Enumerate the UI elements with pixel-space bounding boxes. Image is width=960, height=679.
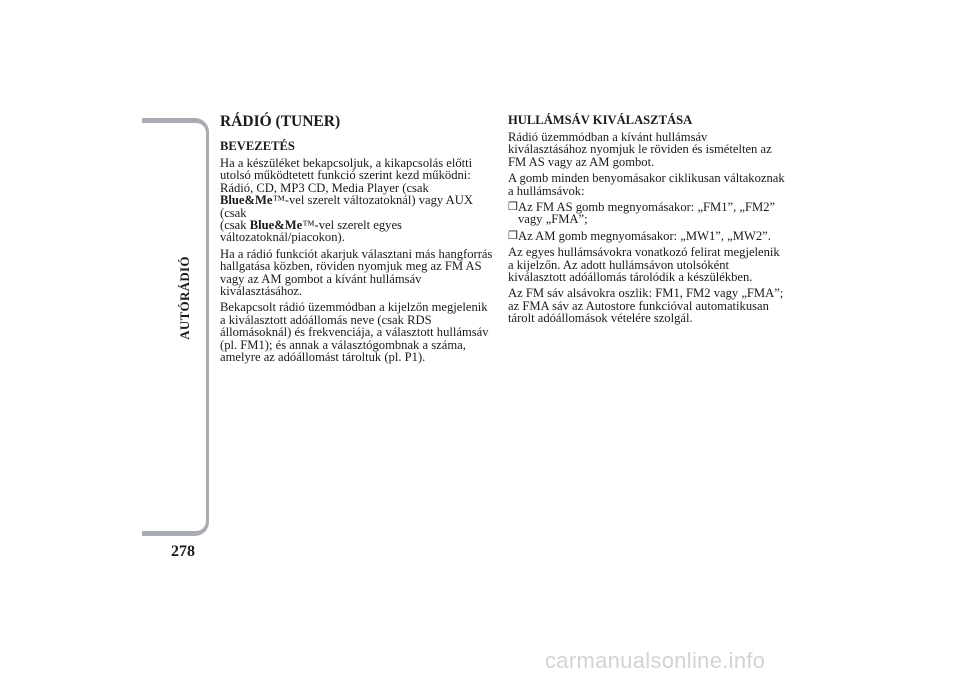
- watermark: carmanualsonline.info: [545, 648, 766, 673]
- brand-name-2: Blue&Me: [249, 218, 303, 233]
- left-column: [220, 114, 495, 368]
- band-heading: HULLÁMSÁV KIVÁLASZTÁSA: [508, 113, 693, 127]
- checkbox-bullet-icon: ❒: [508, 201, 518, 214]
- side-tab-frame: [142, 118, 209, 536]
- section-label: AUTÓRÁDIÓ: [177, 256, 192, 340]
- band-paragraph-1: Rádió üzemmódban a kívánt hullámsáv kiválasztásához nyomjuk le röviden és ismételten az FM AS vagy az AM gombot.: [508, 130, 772, 169]
- intro-text-b: ™-vel szerelt változatoknál) vagy AUX (csak: [220, 193, 473, 220]
- intro-heading: BEVEZETÉS: [220, 139, 295, 153]
- band-paragraph-3: Az egyes hullámsávokra vonatkozó felirat megjelenik a kijelzőn. Az adott hullámsávon utolsóként kiválasztott adóállomás tárolódik a készülékben.: [508, 245, 780, 285]
- intro-text-a: Ha a készüléket bekapcsoljuk, a kikapcsolás előtti utolsó működtetett funkció szerint kezd működni: Rádió, CD, MP3 CD, Media Player (csak: [220, 156, 473, 195]
- side-tab-inner: [142, 123, 206, 531]
- bullet-item: [508, 230, 788, 242]
- band-paragraph-4: Az FM sáv alsávokra oszlik: FM1, FM2 vagy „FMA”; az FMA sáv az Autostore funkcióval automatikusan tárolt adóállomások vételére szolgál.: [508, 286, 784, 326]
- right-column: [508, 114, 788, 329]
- bullet-text: Az FM AS gomb megnyomásakor: „FM1”, „FM2” vagy „FMA”;: [518, 200, 776, 227]
- intro-text-c: ™-vel szerelt egyes változatoknál/piacokon).: [220, 218, 402, 245]
- page-title: RÁDIÓ (TUNER): [220, 113, 341, 130]
- paragraph-other-source: Ha a rádió funkciót akarjuk választani más hangforrás hallgatása közben, röviden nyomjuk meg az FM AS vagy az AM gombot a kívánt hullámsáv kiválasztásához.: [220, 246, 493, 299]
- checkbox-bullet-icon: ❒: [508, 229, 518, 242]
- bullet-item: [508, 201, 788, 226]
- intro-paragraph: Ha a készüléket bekapcsoljuk, a kikapcsolás előtti utolsó működtetett funkció szerint kezd működni: Rádió, CD, MP3 CD, Media Player (csak Blue&Me™-vel szerelt változatoknál) vagy AUX (csak (csak Blue&Me™-vel szerelt egyes változatoknál/piacokon).: [220, 156, 473, 245]
- bullet-text: Az AM gomb megnyomásakor: „MW1”, „MW2”.: [518, 228, 771, 243]
- paragraph-display: Bekapcsolt rádió üzemmódban a kijelzőn megjelenik a kiválasztott adóállomás neve (csak RDS állomásoknál) és frekvenciája, a választott hullámsáv (pl. FM1); és annak a választógombnak a száma, amelyre az adóállomást tároltuk (pl. P1).: [220, 300, 489, 365]
- band-paragraph-2: A gomb minden benyomásakor ciklikusan váltakoznak a hullámsávok:: [508, 171, 785, 198]
- brand-name: Blue&Me: [220, 193, 273, 208]
- page-number: 278: [171, 543, 195, 560]
